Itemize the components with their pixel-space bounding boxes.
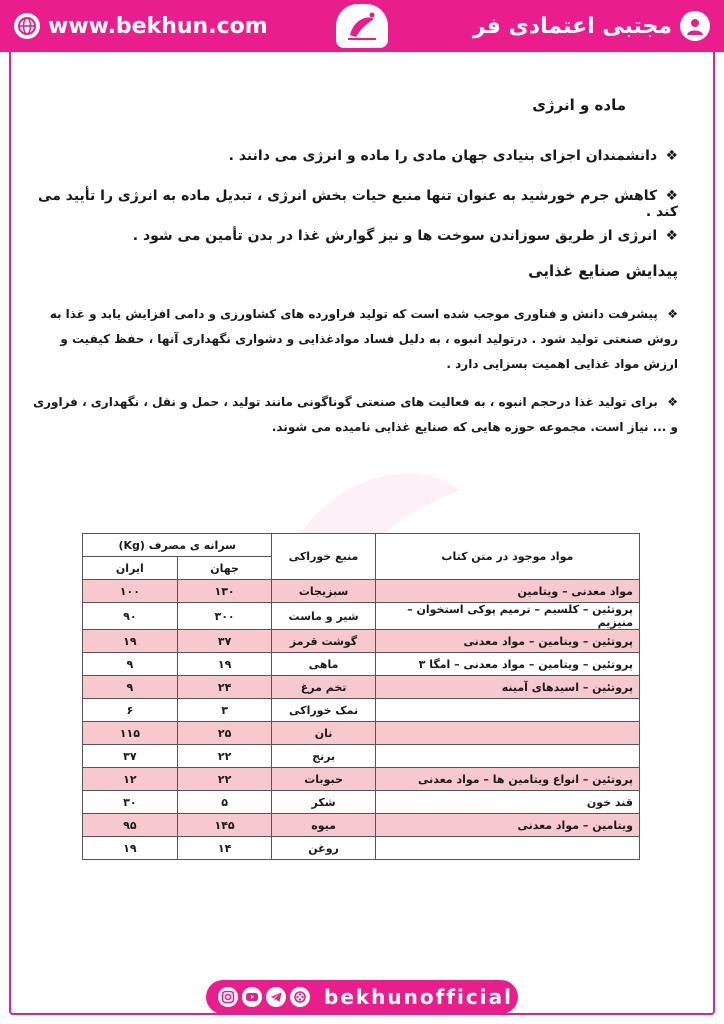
table-row bbox=[83, 722, 640, 745]
cell-iran: ۱۱۵ bbox=[83, 722, 178, 745]
brand-logo bbox=[336, 4, 388, 48]
author bbox=[473, 10, 710, 42]
header-iran: ایران bbox=[83, 557, 178, 580]
cell-materials bbox=[375, 745, 639, 768]
cell-materials: مواد معدنی – ویتامین bbox=[375, 580, 639, 603]
paragraph-text: برای تولید غذا درحجم انبوه ، به فعالیت های صنعتی گوناگونی مانند تولید ، حمل و نقل ، نگهداری ، فراوری و ... نیاز است. مجموعه حوزه هایی که صنایع غذایی نامیده می شوند. bbox=[33, 395, 678, 434]
header-materials: مواد موجود در متن کتاب bbox=[375, 534, 639, 580]
table-row bbox=[83, 814, 640, 837]
cell-world: ۲۵ bbox=[177, 722, 272, 745]
aparat-icon[interactable] bbox=[290, 987, 310, 1007]
user-icon bbox=[680, 11, 710, 41]
cell-materials: ویتامین – مواد معدنی bbox=[375, 814, 639, 837]
bullet-text: کاهش جرم خورشید به عنوان تنها منبع حیات بخش انرژی ، تبدیل ماده به انرژی را تأیید می کند . bbox=[38, 188, 678, 220]
cell-source: گوشت قرمز bbox=[272, 630, 375, 653]
cell-source: میوه bbox=[272, 814, 375, 837]
cell-iran: ۱۰۰ bbox=[83, 580, 178, 603]
cell-iran: ۱۲ bbox=[83, 768, 178, 791]
telegram-icon[interactable] bbox=[266, 987, 286, 1007]
table-row bbox=[83, 603, 640, 630]
diamond-bullet-icon: ❖ bbox=[665, 148, 678, 164]
cell-materials bbox=[375, 722, 639, 745]
consumption-table bbox=[82, 533, 640, 860]
cell-materials: پروتئین – کلسیم – ترمیم پوکی استخوان – منیزیم bbox=[375, 603, 639, 630]
cell-world: ۳۷ bbox=[177, 630, 272, 653]
cell-source: نان bbox=[272, 722, 375, 745]
cell-source: ماهی bbox=[272, 653, 375, 676]
social-icons bbox=[218, 987, 310, 1007]
cell-world: ۱۴۵ bbox=[177, 814, 272, 837]
bullet-item bbox=[38, 148, 678, 164]
diamond-bullet-icon: ❖ bbox=[667, 307, 678, 321]
instagram-icon[interactable] bbox=[218, 987, 238, 1007]
cell-materials: قند خون bbox=[375, 791, 639, 814]
cell-iran: ۶ bbox=[83, 699, 178, 722]
cell-materials: پروتئین – ویتامین – مواد معدنی bbox=[375, 630, 639, 653]
table-row bbox=[83, 768, 640, 791]
cell-world: ۲۴ bbox=[177, 676, 272, 699]
footer-handle[interactable]: bekhunofficial bbox=[324, 985, 513, 1009]
header-bar bbox=[0, 0, 724, 52]
table-row bbox=[83, 676, 640, 699]
cell-world: ۱۴ bbox=[177, 837, 272, 860]
bullet-text: انرژی از طریق سوزاندن سوخت ها و نیز گوارش غذا در بدن تأمین می شود . bbox=[132, 228, 658, 244]
footer-bar bbox=[206, 980, 518, 1014]
diamond-bullet-icon: ❖ bbox=[667, 395, 678, 409]
globe-icon bbox=[14, 13, 40, 39]
cell-world: ۱۹ bbox=[177, 653, 272, 676]
diamond-bullet-icon: ❖ bbox=[665, 188, 678, 204]
cell-iran: ۱۹ bbox=[83, 630, 178, 653]
section-title-food-industry: پیدایش صنایع غذایی bbox=[528, 262, 678, 280]
cell-materials bbox=[375, 699, 639, 722]
site-url: www.bekhun.com bbox=[48, 13, 268, 39]
table-row bbox=[83, 791, 640, 814]
cell-materials: پروتئین – اسیدهای آمینه bbox=[375, 676, 639, 699]
cell-iran: ۹۰ bbox=[83, 603, 178, 630]
cell-world: ۳۰۰ bbox=[177, 603, 272, 630]
cell-source: حبوبات bbox=[272, 768, 375, 791]
cell-iran: ۳۷ bbox=[83, 745, 178, 768]
header-world: جهان bbox=[177, 557, 272, 580]
cell-materials bbox=[375, 837, 639, 860]
cell-iran: ۱۹ bbox=[83, 837, 178, 860]
cell-world: ۳ bbox=[177, 699, 272, 722]
cell-iran: ۳۰ bbox=[83, 791, 178, 814]
cell-materials: پروتئین – انواع ویتامین ها – مواد معدنی bbox=[375, 768, 639, 791]
paragraph bbox=[28, 390, 678, 440]
site-link[interactable] bbox=[14, 10, 268, 42]
cell-world: ۵ bbox=[177, 791, 272, 814]
cell-source: سبزیجات bbox=[272, 580, 375, 603]
diamond-bullet-icon: ❖ bbox=[665, 228, 678, 244]
paragraph bbox=[28, 302, 678, 377]
bullet-item bbox=[38, 188, 678, 220]
cell-world: ۱۳۰ bbox=[177, 580, 272, 603]
table-row bbox=[83, 837, 640, 860]
table-row bbox=[83, 630, 640, 653]
cell-materials: پروتئین – ویتامین – مواد معدنی – امگا ۳ bbox=[375, 653, 639, 676]
cell-world: ۲۲ bbox=[177, 768, 272, 791]
table-row bbox=[83, 653, 640, 676]
cell-source: برنج bbox=[272, 745, 375, 768]
table-row bbox=[83, 699, 640, 722]
paragraph-text: پیشرفت دانش و فناوری موجب شده است که تولید فراورده های کشاورزی و دامی افزایش یابد و غذا به روش صنعتی تولید شود . درتولید انبوه ، به دلیل فساد موادغذایی و دشواری نگهداری آنها ، حفظ کیفیت و ارزش مواد غذایی اهمیت بسزایی دارد . bbox=[49, 307, 678, 371]
cell-source: تخم مرغ bbox=[272, 676, 375, 699]
bullet-text: دانشمندان اجزای بنیادی جهان مادی را ماده و انرژی می دانند . bbox=[228, 148, 658, 164]
youtube-icon[interactable] bbox=[242, 987, 262, 1007]
bullet-item bbox=[38, 228, 678, 244]
header-source: منبع خوراکی bbox=[272, 534, 375, 580]
cell-world: ۲۲ bbox=[177, 745, 272, 768]
section-title-matter-energy: ماده و انرژی bbox=[532, 96, 626, 114]
table-row bbox=[83, 580, 640, 603]
cell-iran: ۹ bbox=[83, 653, 178, 676]
cell-source: شکر bbox=[272, 791, 375, 814]
cell-source: نمک خوراکی bbox=[272, 699, 375, 722]
cell-iran: ۹ bbox=[83, 676, 178, 699]
table-row bbox=[83, 745, 640, 768]
cell-source: روغن bbox=[272, 837, 375, 860]
header-per-capita: سرانه ی مصرف (Kg) bbox=[83, 534, 272, 557]
cell-iran: ۹۵ bbox=[83, 814, 178, 837]
cell-source: شیر و ماست bbox=[272, 603, 375, 630]
author-name: مجتبی اعتمادی فر bbox=[472, 13, 672, 39]
